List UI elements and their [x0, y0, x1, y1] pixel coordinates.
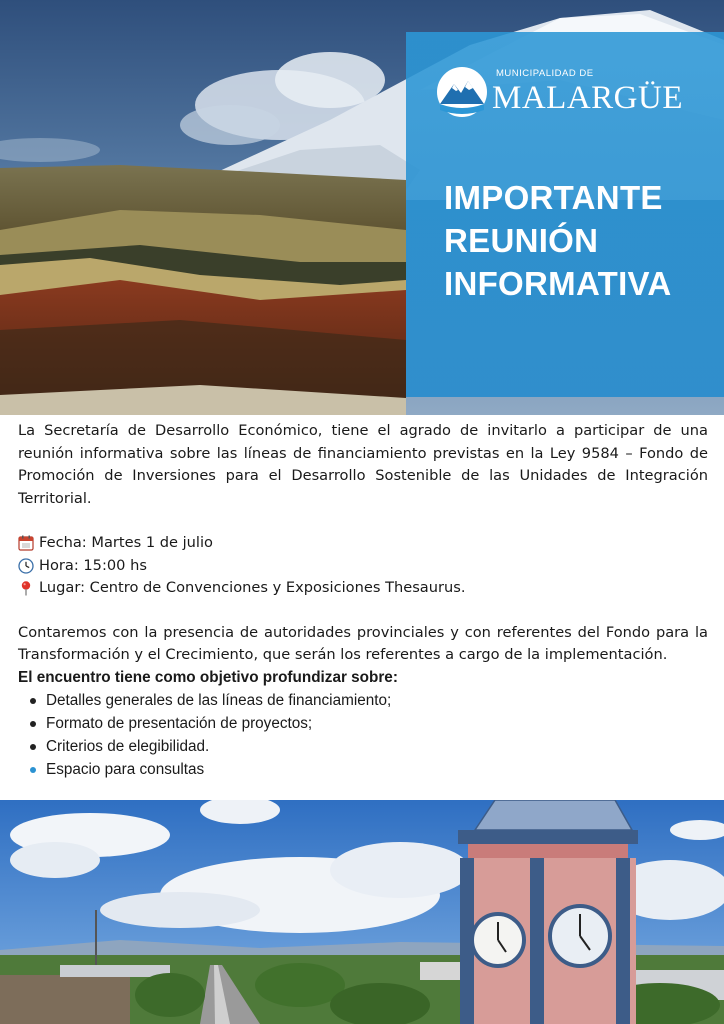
goal-heading: El encuentro tiene como objetivo profundizar sobre:: [18, 668, 398, 686]
time-line: [18, 555, 708, 578]
title-line-3: INFORMATIVA: [444, 265, 672, 302]
list-item: Formato de presentación de proyectos;: [28, 712, 708, 735]
list-item: Criterios de elegibilidad.: [28, 735, 708, 758]
date-text: Fecha: Martes 1 de julio: [39, 534, 213, 551]
pin-icon: [18, 580, 34, 596]
calendar-icon: [18, 535, 34, 551]
title-line-1: IMPORTANTE: [444, 179, 663, 216]
list-item: Espacio para consultas: [28, 758, 708, 781]
logo-subtitle: MUNICIPALIDAD DE: [496, 68, 594, 79]
clock-icon: [18, 558, 34, 574]
location-line: [18, 577, 708, 600]
town-clock-tower-image: [0, 800, 724, 1024]
announcement-body: [18, 420, 708, 781]
location-text: Lugar: Centro de Convenciones y Exposiciones Thesaurus.: [39, 579, 466, 596]
list-item: Detalles generales de las líneas de financiamiento;: [28, 689, 708, 712]
page-title: [444, 176, 714, 305]
date-line: [18, 532, 708, 555]
goal-list: [18, 689, 708, 781]
time-text: Hora: 15:00 hs: [39, 556, 147, 574]
mountain-logo-icon: [436, 66, 488, 118]
municipality-logo: [436, 62, 686, 126]
title-line-2: REUNIÓN: [444, 222, 599, 259]
intro-paragraph: La Secretaría de Desarrollo Económico, tiene el agrado de invitarlo a participar de una reunión informativa sobre las líneas de financiamiento previstas en la Ley 9584 – Fondo de Promoción de Inversiones para el Desarrollo Sostenible de las Unidades de Integración Territorial.: [18, 422, 708, 507]
presence-paragraph: Contaremos con la presencia de autoridades provinciales y con referentes del Fondo para la Transformación y el Crecimiento, que serán los referentes a cargo de la implementación.: [18, 623, 708, 663]
town-view-illustration: [0, 800, 724, 1024]
logo-title: MALARGÜE: [492, 80, 683, 116]
